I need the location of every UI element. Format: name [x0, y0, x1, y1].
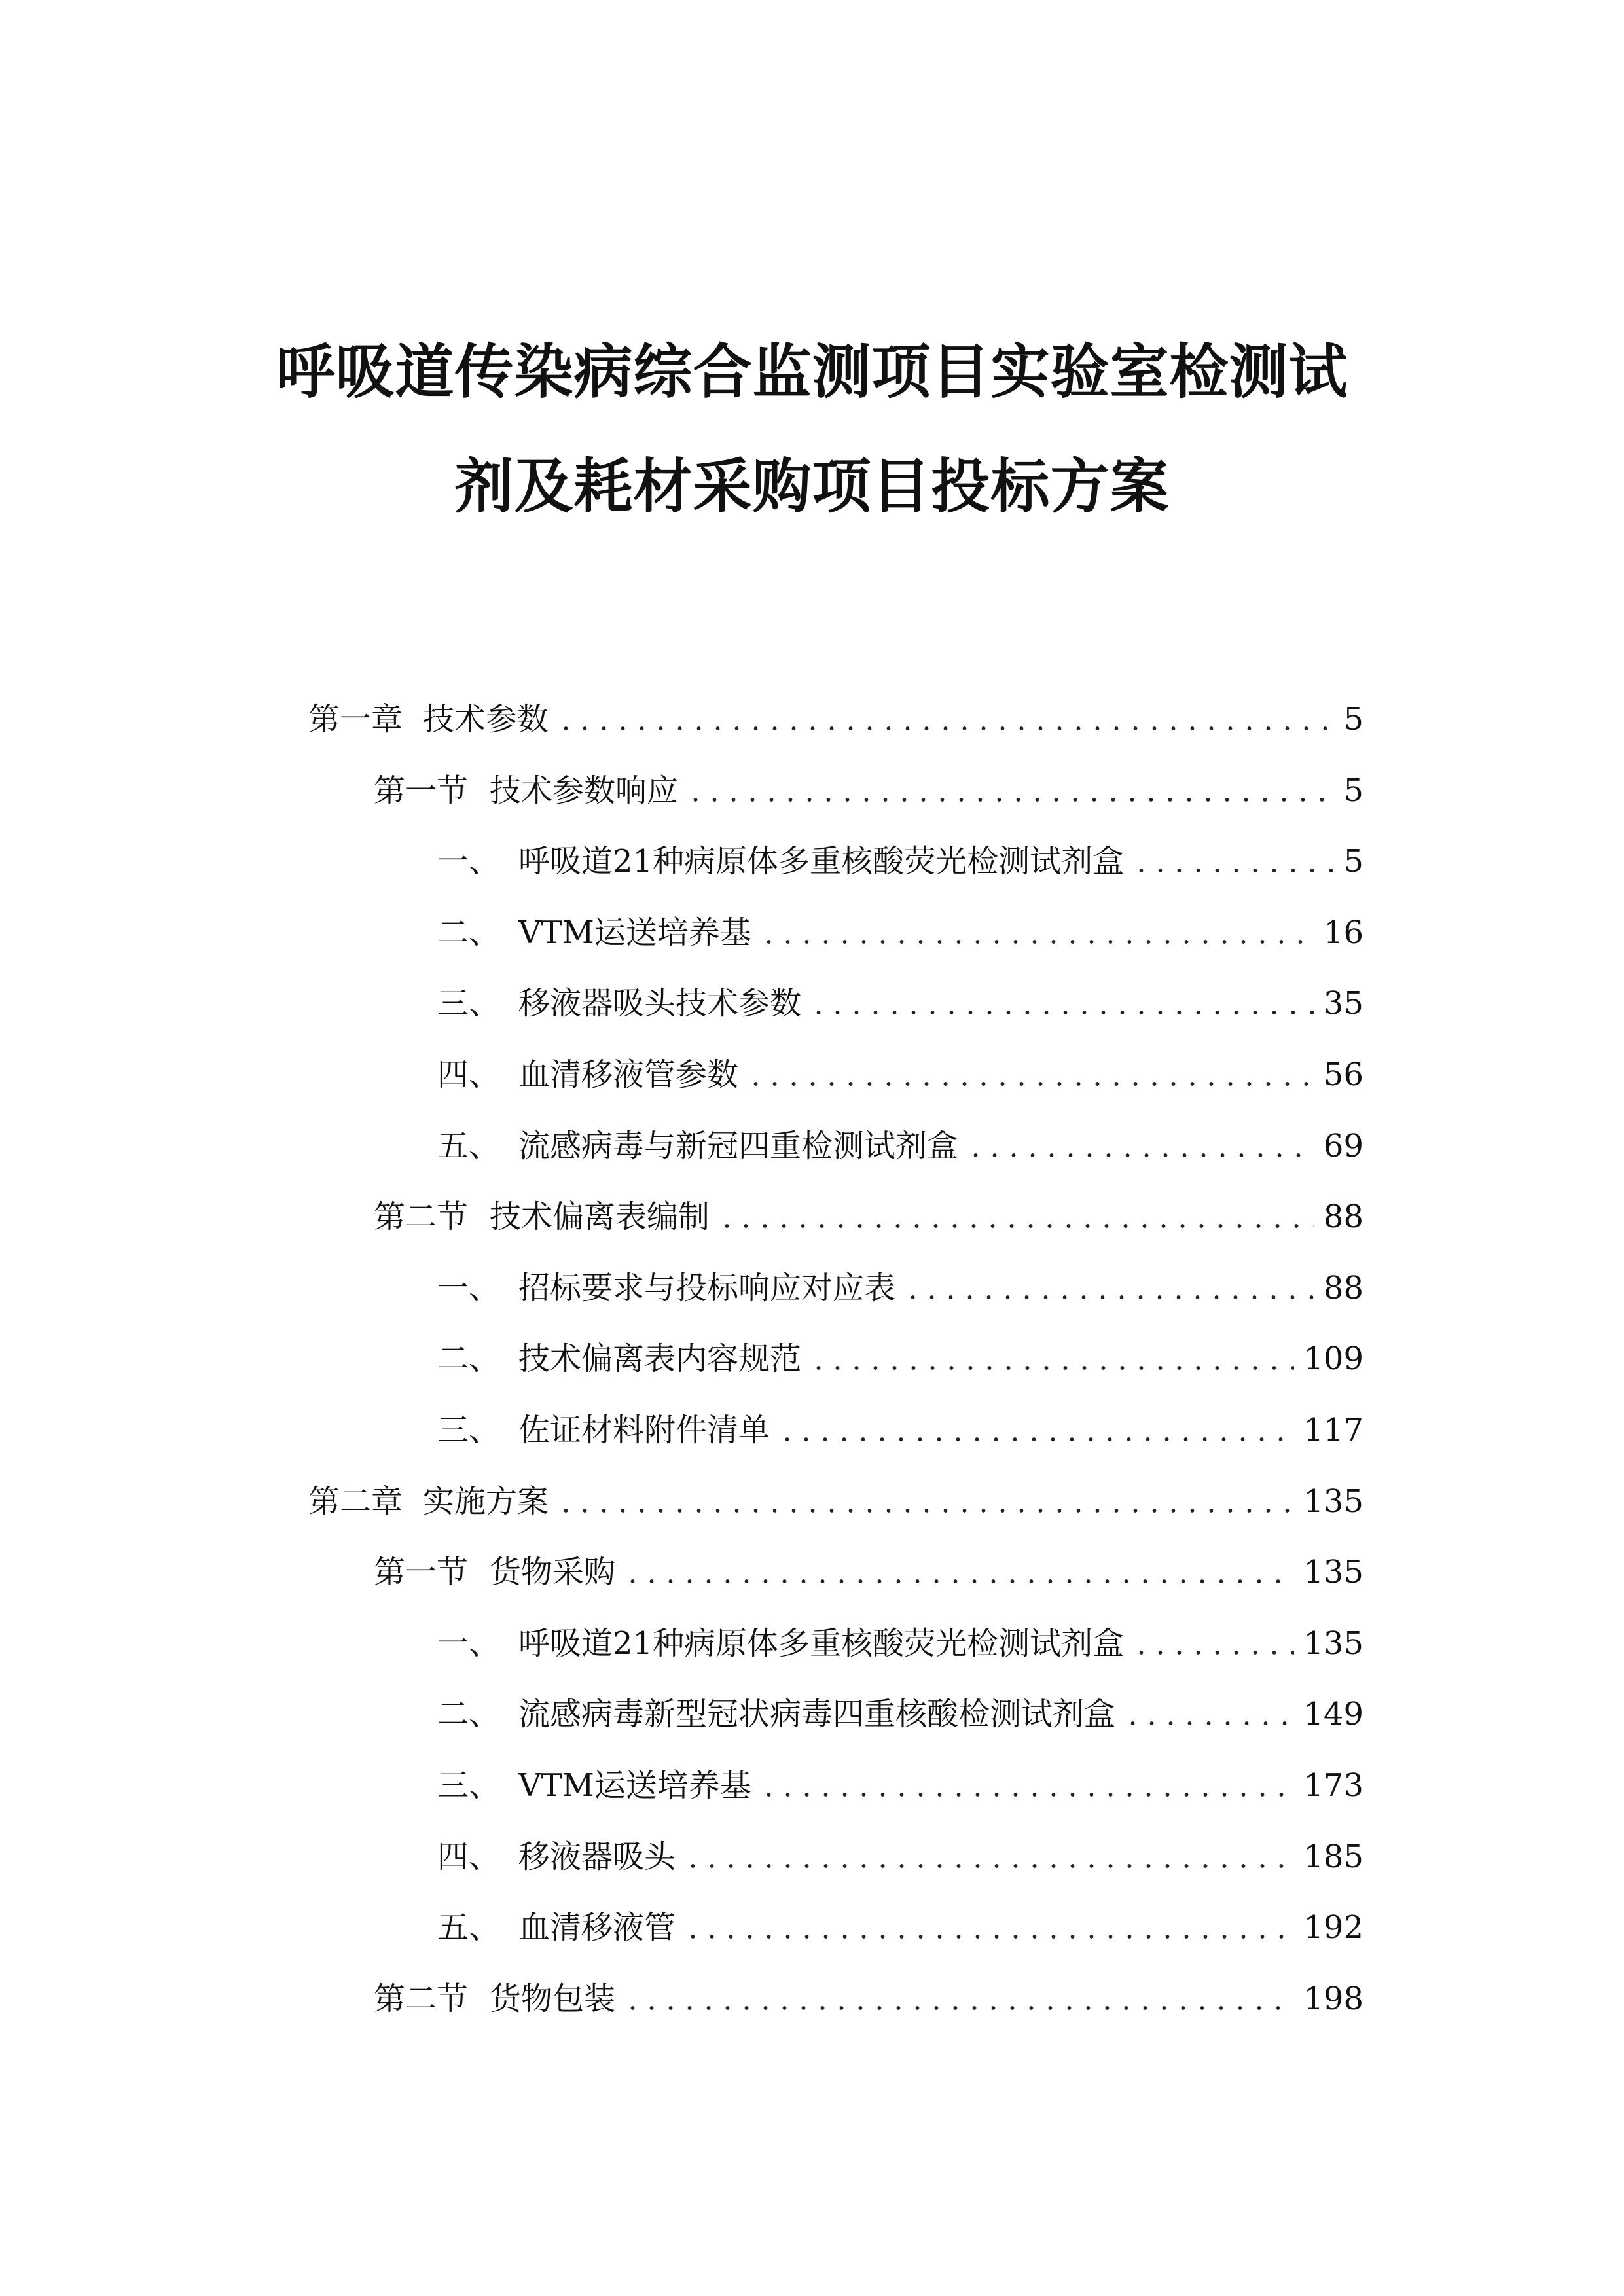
- toc-entry-page-number: 149: [1303, 1696, 1363, 1732]
- toc-entry-marker: 第二节: [374, 1198, 469, 1235]
- toc-dot-leader: [1132, 1625, 1294, 1662]
- toc-entry-page-number: 88: [1323, 1198, 1363, 1235]
- toc-entry-section: [374, 772, 1363, 809]
- toc-dot-leader: [809, 1340, 1294, 1377]
- toc-entry-marker: 二、: [437, 914, 501, 951]
- toc-entry-subsection: [437, 1909, 1363, 1946]
- toc-entry-page-number: 173: [1303, 1767, 1363, 1804]
- toc-entry-page-number: 5: [1343, 701, 1363, 738]
- toc-entry-subsection: [437, 1625, 1363, 1662]
- toc-entry-label: 流感病毒新型冠状病毒四重核酸检测试剂盒: [518, 1696, 1116, 1732]
- toc-entry-marker: 一、: [437, 843, 501, 880]
- toc-entry-page-number: 135: [1303, 1554, 1363, 1590]
- toc-entry-page-number: 135: [1303, 1483, 1363, 1520]
- toc-entry-section: [374, 1198, 1363, 1235]
- toc-entry-marker: 第一节: [374, 772, 469, 809]
- toc-entry-page-number: 5: [1343, 772, 1363, 809]
- toc-entry-page-number: 198: [1303, 1981, 1363, 2017]
- toc-entry-label: 招标要求与投标响应对应表: [518, 1270, 896, 1306]
- toc-entry-label: 血清移液管: [518, 1909, 676, 1946]
- toc-entry-chapter: [308, 1483, 1363, 1520]
- toc-entry-label: 技术参数响应: [490, 772, 679, 809]
- toc-dot-leader: [683, 1839, 1294, 1875]
- toc-entry-subsection: [437, 1696, 1363, 1732]
- toc-dot-leader: [903, 1270, 1314, 1306]
- toc-dot-leader: [623, 1554, 1294, 1590]
- toc-entry-chapter: [308, 701, 1363, 738]
- toc-entry-page-number: 16: [1323, 914, 1363, 951]
- toc-entry-marker: 第一节: [374, 1554, 469, 1590]
- toc-entry-subsection: [437, 1767, 1363, 1804]
- toc-entry-subsection: [437, 1270, 1363, 1306]
- toc-entry-section: [374, 1554, 1363, 1590]
- toc-dot-leader: [966, 1128, 1314, 1164]
- toc-entry-marker: 三、: [437, 985, 501, 1022]
- toc-dot-leader: [623, 1981, 1294, 2017]
- toc-entry-marker: 三、: [437, 1412, 501, 1448]
- toc-entry-page-number: 109: [1303, 1340, 1363, 1377]
- toc-entry-subsection: [437, 1128, 1363, 1164]
- toc-entry-label: VTM运送培养基: [518, 1767, 751, 1804]
- toc-entry-marker: 四、: [437, 1839, 501, 1875]
- toc-entry-marker: 一、: [437, 1625, 501, 1662]
- toc-entry-marker: 四、: [437, 1056, 501, 1093]
- toc-dot-leader: [809, 985, 1314, 1022]
- toc-entry-label: 血清移液管参数: [518, 1056, 739, 1093]
- toc-dot-leader: [686, 772, 1334, 809]
- toc-dot-leader: [759, 914, 1314, 951]
- toc-dot-leader: [683, 1909, 1294, 1946]
- toc-entry-label: 货物包装: [490, 1981, 616, 2017]
- toc-entry-marker: 五、: [437, 1909, 501, 1946]
- toc-entry-subsection: [437, 1412, 1363, 1448]
- toc-dot-leader: [1132, 843, 1334, 880]
- toc-dot-leader: [778, 1412, 1294, 1448]
- toc-entry-marker: 第二节: [374, 1981, 469, 2017]
- toc-entry-label: 技术偏离表内容规范: [518, 1340, 802, 1377]
- toc-entry-subsection: [437, 1056, 1363, 1093]
- toc-entry-page-number: 56: [1323, 1056, 1363, 1093]
- toc-entry-label: 技术参数: [423, 701, 549, 738]
- document-title-line-2: 剂及耗材采购项目投标方案: [454, 452, 1170, 521]
- toc-entry-marker: 二、: [437, 1696, 501, 1732]
- toc-entry-section: [374, 1981, 1363, 2017]
- toc-entry-page-number: 5: [1343, 843, 1363, 880]
- toc-entry-label: 移液器吸头: [518, 1839, 676, 1875]
- toc-entry-label: 呼吸道21种病原体多重核酸荧光检测试剂盒: [518, 1625, 1125, 1662]
- toc-entry-marker: 二、: [437, 1340, 501, 1377]
- toc-entry-label: 佐证材料附件清单: [518, 1412, 770, 1448]
- toc-entry-page-number: 135: [1303, 1625, 1363, 1662]
- toc-dot-leader: [1123, 1696, 1294, 1732]
- toc-entry-marker: 一、: [437, 1270, 501, 1306]
- toc-entry-page-number: 69: [1323, 1128, 1363, 1164]
- toc-dot-leader: [759, 1767, 1295, 1804]
- toc-entry-subsection: [437, 843, 1363, 880]
- toc-entry-label: 移液器吸头技术参数: [518, 985, 802, 1022]
- toc-entry-page-number: 35: [1323, 985, 1363, 1022]
- toc-entry-page-number: 185: [1303, 1839, 1363, 1875]
- toc-entry-marker: 三、: [437, 1767, 501, 1804]
- toc-entry-subsection: [437, 1340, 1363, 1377]
- toc-entry-label: VTM运送培养基: [518, 914, 751, 951]
- toc-entry-page-number: 192: [1303, 1909, 1363, 1946]
- toc-entry-page-number: 117: [1303, 1412, 1363, 1448]
- toc-entry-label: 流感病毒与新冠四重检测试剂盒: [518, 1128, 959, 1164]
- toc-entry-label: 实施方案: [423, 1483, 549, 1520]
- document-title-line-1: 呼吸道传染病综合监测项目实验室检测试: [276, 338, 1348, 406]
- toc-entry-subsection: [437, 914, 1363, 951]
- toc-entry-marker: 五、: [437, 1128, 501, 1164]
- toc-dot-leader: [556, 1483, 1294, 1520]
- toc-entry-subsection: [437, 985, 1363, 1022]
- toc-dot-leader: [746, 1056, 1314, 1093]
- toc-entry-label: 货物采购: [490, 1554, 616, 1590]
- toc-entry-marker: 第一章: [308, 701, 403, 738]
- toc-entry-label: 呼吸道21种病原体多重核酸荧光检测试剂盒: [518, 843, 1125, 880]
- toc-entry-page-number: 88: [1323, 1270, 1363, 1306]
- toc-dot-leader: [717, 1198, 1314, 1235]
- toc-entry-marker: 第二章: [308, 1483, 403, 1520]
- toc-dot-leader: [556, 701, 1334, 738]
- toc-entry-label: 技术偏离表编制: [490, 1198, 710, 1235]
- toc-entry-subsection: [437, 1839, 1363, 1875]
